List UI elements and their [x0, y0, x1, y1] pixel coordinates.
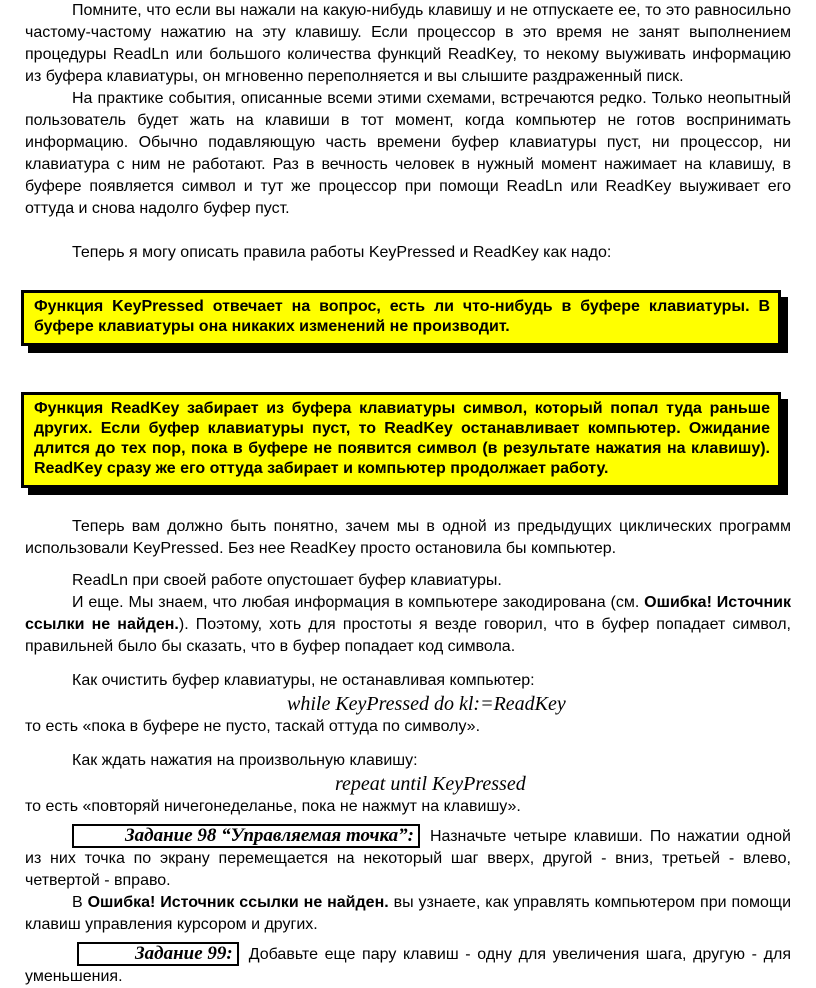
paragraph-repeat-explanation: то есть «повторяй ничегонеделанье, пока не нажмут на клавишу».	[25, 798, 521, 815]
broken-reference-link-2[interactable]: Ошибка! Источник ссылки не найден.	[87, 894, 389, 911]
paragraph-wait-key: Как ждать нажатия на произвольную клавишу:	[72, 752, 418, 769]
broken-reference-link[interactable]: Ошибка! Источник ссылки не найден.	[25, 594, 792, 633]
paragraph-cursor-keys	[25, 892, 791, 936]
keypressed-rule-text: Функция KeyPressed отвечает на вопрос, есть ли что-нибудь в буфере клавиатуры. В буфере клавиатуры она никаких изменений не производит.	[21, 290, 781, 346]
paragraph-readln: ReadLn при своей работе опустошает буфер клавиатуры.	[72, 572, 502, 589]
paragraph-buffer-overflow: Помните, что если вы нажали на какую-нибудь клавишу и не отпускаете ее, то это равносильно частому-частому нажатию на эту клавишу. Если процессор в это время не занят выполнением процедуры ReadLn или большого количества функций ReadKey, то некому выуживать информацию из буфера клавиатуры, он мгновенно переполняется и вы слышите раздраженный писк.	[25, 2, 791, 85]
task-99-text: Добавьте еще пару клавиш - одну для увеличения шага, другую - для уменьшения.	[25, 946, 791, 985]
paragraph-keypressed-usage: Теперь вам должно быть понятно, зачем мы в одной из предыдущих циклических программ использовали KeyPressed. Без нее ReadKey просто остановила бы компьютер.	[25, 518, 791, 557]
paragraph-encoding	[25, 592, 791, 658]
cursor-keys-text-a: В	[72, 894, 88, 911]
keypressed-rule-box	[11, 290, 791, 346]
readkey-rule-box	[11, 392, 791, 488]
paragraph-while-explanation: то есть «пока в буфере не пусто, таскай оттуда по символу».	[25, 718, 481, 735]
document-page	[25, 0, 791, 988]
task-98-text: Назначьте четыре клавиши. По нажатии одной из них точка по экрану перемещается на некоторый шаг вверх, другой - вниз, третьей - влево, четвертой - вправо.	[25, 828, 791, 889]
code-repeat-until: repeat until KeyPressed	[335, 773, 526, 795]
paragraph-practice: На практике события, описанные всеми этими схемами, встречаются редко. Только неопытный пользователь будет жать на клавиши в тот момент, когда компьютер не готов воспринимать информацию. Обычно подавляющую часть времени буфер клавиатуры пуст, ни процессор, ни клавиатура с ним не работают. Раз в вечность человек в нужный момент нажимает на клавишу, в буфере появляется символ и тут же процессор при помощи ReadLn или ReadKey выуживает его оттуда и снова надолго буфер пуст.	[25, 90, 792, 217]
encoding-text-a: И еще. Мы знаем, что любая информация в компьютере закодирована (см.	[72, 594, 645, 611]
paragraph-clear-buffer: Как очистить буфер клавиатуры, не останавливая компьютер:	[72, 672, 535, 689]
readkey-rule-text: Функция ReadKey забирает из буфера клавиатуры символ, который попал туда раньше других. Если буфер клавиатуры пуст, то ReadKey останавливает компьютер. Ожидание длится до тех пор, пока в буфере не появится символ (в результате нажатия на клавишу). ReadKey сразу же его оттуда забирает и компьютер продолжает работу.	[21, 392, 781, 488]
task-99	[25, 942, 791, 988]
task-99-label: Задание 99:	[77, 942, 239, 966]
code-while-keypressed: while KeyPressed do kl:=ReadKey	[287, 693, 566, 715]
task-98-label: Задание 98 “Управляемая точка”:	[72, 824, 420, 848]
cursor-keys-text-b: вы узнаете, как управлять компьютером при помощи клавиш управления курсором и других.	[25, 894, 792, 933]
encoding-text-b: ). Поэтому, хоть для простоты я везде говорил, что в буфер попадает символ, правильней было бы сказать, что в буфер попадает код символа.	[25, 616, 792, 655]
paragraph-rules-intro: Теперь я могу описать правила работы KeyPressed и ReadKey как надо:	[72, 244, 612, 261]
task-98	[25, 824, 791, 892]
